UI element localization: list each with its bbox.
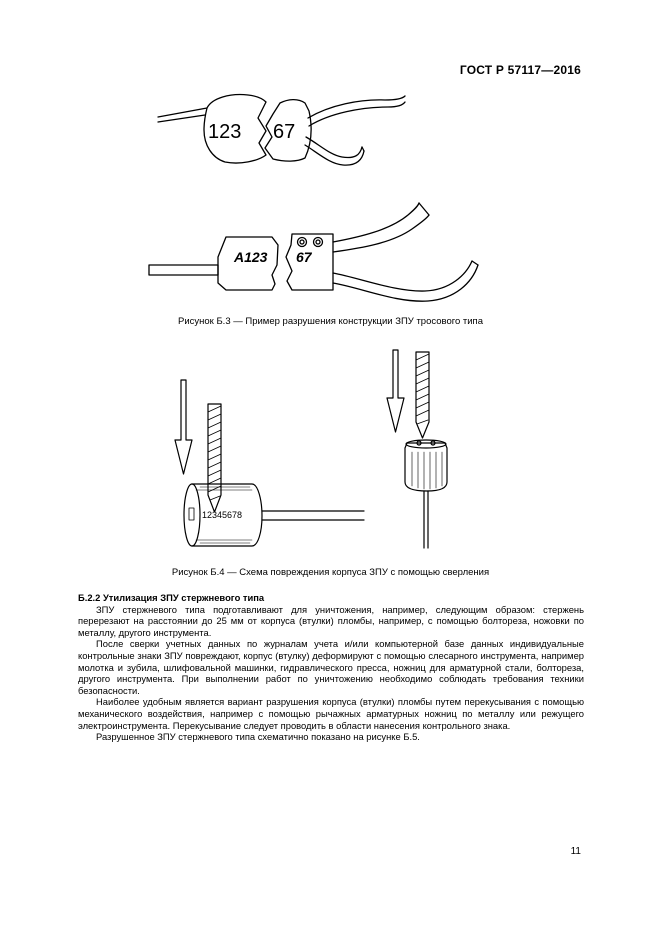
page-number: 11 xyxy=(570,846,581,857)
seal-number-right: 67 xyxy=(273,121,296,143)
seal-code-right: 67 xyxy=(296,249,312,265)
seal-number-left: 123 xyxy=(208,121,242,143)
rod-vertical xyxy=(424,491,428,548)
rod-seal-vertical xyxy=(405,443,447,491)
figure-b4-drawing xyxy=(0,340,661,560)
rod xyxy=(262,511,364,520)
paragraph-4: Разрушенное ЗПУ стержневого типа схематично показано на рисунке Б.5. xyxy=(96,731,420,743)
seal-body-number: 12345678 xyxy=(202,510,243,520)
section-heading: Б.2.2 Утилизация ЗПУ стержневого типа xyxy=(78,592,265,603)
arrow-down-right-icon xyxy=(387,350,404,432)
standard-designation: ГОСТ Р 57117—2016 xyxy=(459,63,581,77)
drill-bit-left xyxy=(208,404,221,512)
cable-left-bottom xyxy=(149,265,218,275)
figure-b3-caption: Рисунок Б.3 — Пример разрушения конструкции ЗПУ тросового типа xyxy=(177,316,483,327)
section-b22 xyxy=(78,592,584,743)
paragraph-2: После сверки учетных данных по журналам учета и/или компьютерной базе данных индивидуальные контрольные знаки ЗПУ повреждают, корпус (втулку) деформируют с помощью слесарного инструмента, например молотка и зубила, шлифовальной машинки, гидравлического пресса, ножниц для арматурной стали, болтореза, другого инструмента. При выполнении работ по уничтожению необходимо соблюдать требования техники безопасности. xyxy=(78,638,584,696)
figure-b3-drawing xyxy=(0,85,661,310)
seal-code-left: A123 xyxy=(234,249,268,265)
figure-b4-caption: Рисунок Б.4 — Схема повреждения корпуса ЗПУ с помощью сверления xyxy=(171,567,490,578)
paragraph-3: Наиболее удобным является вариант разрушения корпуса (втулки) пломбы путем перекусывания с помощью механического воздействия, например с помощью рычажных арматурных ножниц по металлу или режущего электроинструмента. Перекусывание следует проводить в области нанесения контрольного знака. xyxy=(78,696,584,731)
arrow-down-left-icon xyxy=(175,380,192,474)
paragraph-1: ЗПУ стержневого типа подготавливают для уничтожения, например, следующим образом: стержень перерезают на расстоянии до 25 мм от корпуса (втулки) пломбы, например, с помощью болтореза, ножовки по металлу, другого инструмента. xyxy=(78,603,584,638)
